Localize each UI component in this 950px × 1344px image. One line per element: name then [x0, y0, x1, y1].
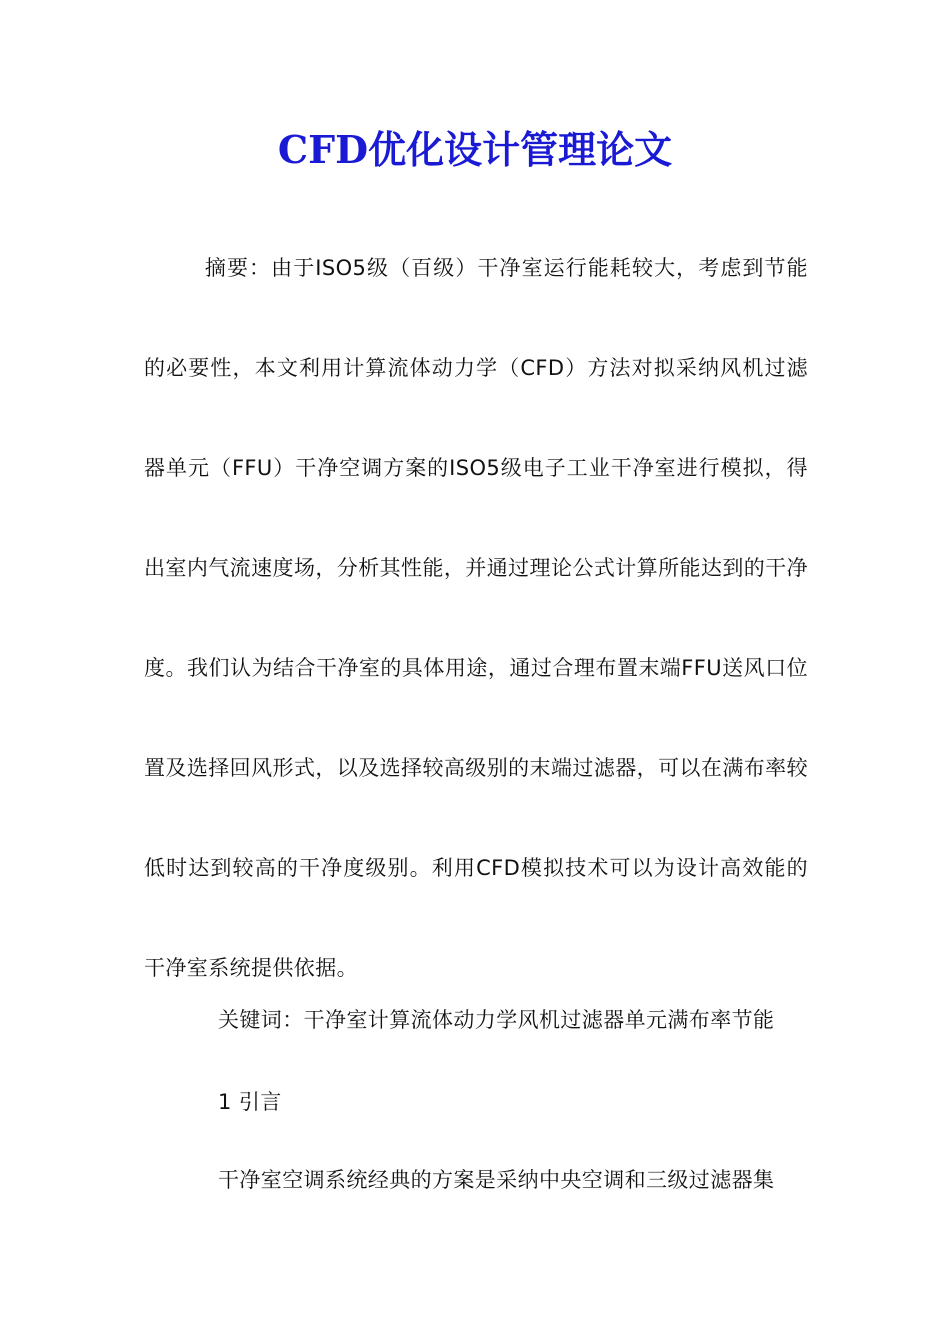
section-heading-introduction: 1 引言: [218, 1090, 282, 1114]
abstract-paragraph: 摘要：由于ISO5级（百级）干净室运行能耗较大，考虑到节能的必要性，本文利用计算流体动力学（CFD）方法对拟采纳风机过滤器单元（FFU）干净空调方案的ISO5级电子工业干净室进行模拟，得出室内气流速度场，分析其性能，并通过理论公式计算所能达到的干净度。我们认为结合干净室的具体用途，通过合理布置末端FFU送风口位置及选择回风形式，以及选择较高级别的末端过滤器，可以在满布率较低时达到较高的干净度级别。利用CFD模拟技术可以为设计高效能的干净室系统提供依据。: [144, 256, 808, 980]
document-title: CFD优化设计管理论文: [277, 127, 673, 172]
body-paragraph: 干净室空调系统经典的方案是采纳中央空调和三级过滤器集: [218, 1168, 775, 1192]
keywords-line: 关键词：干净室计算流体动力学风机过滤器单元满布率节能: [218, 1008, 775, 1032]
